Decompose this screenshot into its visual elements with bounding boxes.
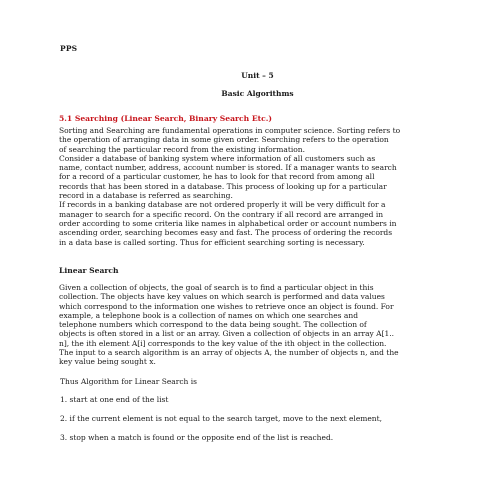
algorithm-step: 3. stop when a match is found or the opposite end of the list is reached.	[60, 433, 334, 442]
header-label: PPS	[60, 44, 78, 53]
intro-line: ascending order, searching becomes easy and fast. The process of ordering the records	[59, 228, 393, 238]
linear-line: Given a collection of objects, the goal of search is to find a particular object in this	[59, 283, 374, 292]
intro-line: for a record of a particular customer, he has to look for that record from among all	[59, 172, 375, 182]
intro-line: record in a database is referred as searching.	[59, 191, 233, 201]
linear-line: telephone numbers which correspond to the data being sought. The collection of	[59, 320, 367, 330]
linear-search-paragraph	[59, 283, 444, 367]
intro-line: name, contact number, address, account number is stored. If a manager wants to search	[59, 163, 397, 173]
unit-title: Unit – 5	[241, 71, 274, 80]
linear-line: key value being sought x.	[59, 357, 156, 367]
linear-search-heading: Linear Search	[59, 266, 119, 275]
section-heading: 5.1 Searching (Linear Search, Binary Search Etc.)	[59, 114, 272, 123]
intro-line: in a data base is called sorting. Thus for efficient searching sorting is necessary.	[59, 237, 365, 247]
linear-line: example, a telephone book is a collection of names on which one searches and	[59, 310, 359, 320]
intro-paragraph	[59, 126, 444, 247]
intro-line: manager to search for a specific record. On the contrary if all record are arranged in	[59, 209, 384, 219]
linear-line: The input to a search algorithm is an array of objects A, the number of objects n, and the	[59, 348, 399, 358]
intro-line: of searching the particular record from the existing information.	[59, 144, 305, 154]
linear-line: which correspond to the information one wishes to retrieve once an object is found. For	[59, 301, 394, 311]
algorithm-step: 1. start at one end of the list	[60, 395, 169, 404]
linear-line: n], the ith element A[i] corresponds to the key value of the ith object in the collection.	[59, 338, 387, 348]
intro-line: Consider a database of banking system where information of all customers such as	[59, 153, 376, 163]
intro-line: If records in a banking database are not ordered properly it will be very difficult for a	[59, 200, 386, 210]
algorithm-step: 2. if the current element is not equal to the search target, move to the next element,	[60, 414, 383, 423]
unit-subtitle: Basic Algorithms	[221, 89, 294, 98]
linear-line: collection. The objects have key values on which search is performed and data values	[59, 292, 385, 302]
intro-line: Sorting and Searching are fundamental operations in computer science. Sorting refers to	[59, 126, 401, 135]
algorithm-intro: Thus Algorithm for Linear Search is	[60, 377, 197, 386]
linear-line: objects is often stored in a list or an array. Given a collection of objects in an array A[1..	[59, 329, 395, 339]
intro-line: records that has been stored in a database. This process of looking up for a particular	[59, 181, 387, 191]
intro-line: order according to some criteria like names in alphabetical order or account numbers in	[59, 218, 397, 228]
intro-line: the operation of arranging data in some given order. Searching refers to the operation	[59, 135, 389, 145]
